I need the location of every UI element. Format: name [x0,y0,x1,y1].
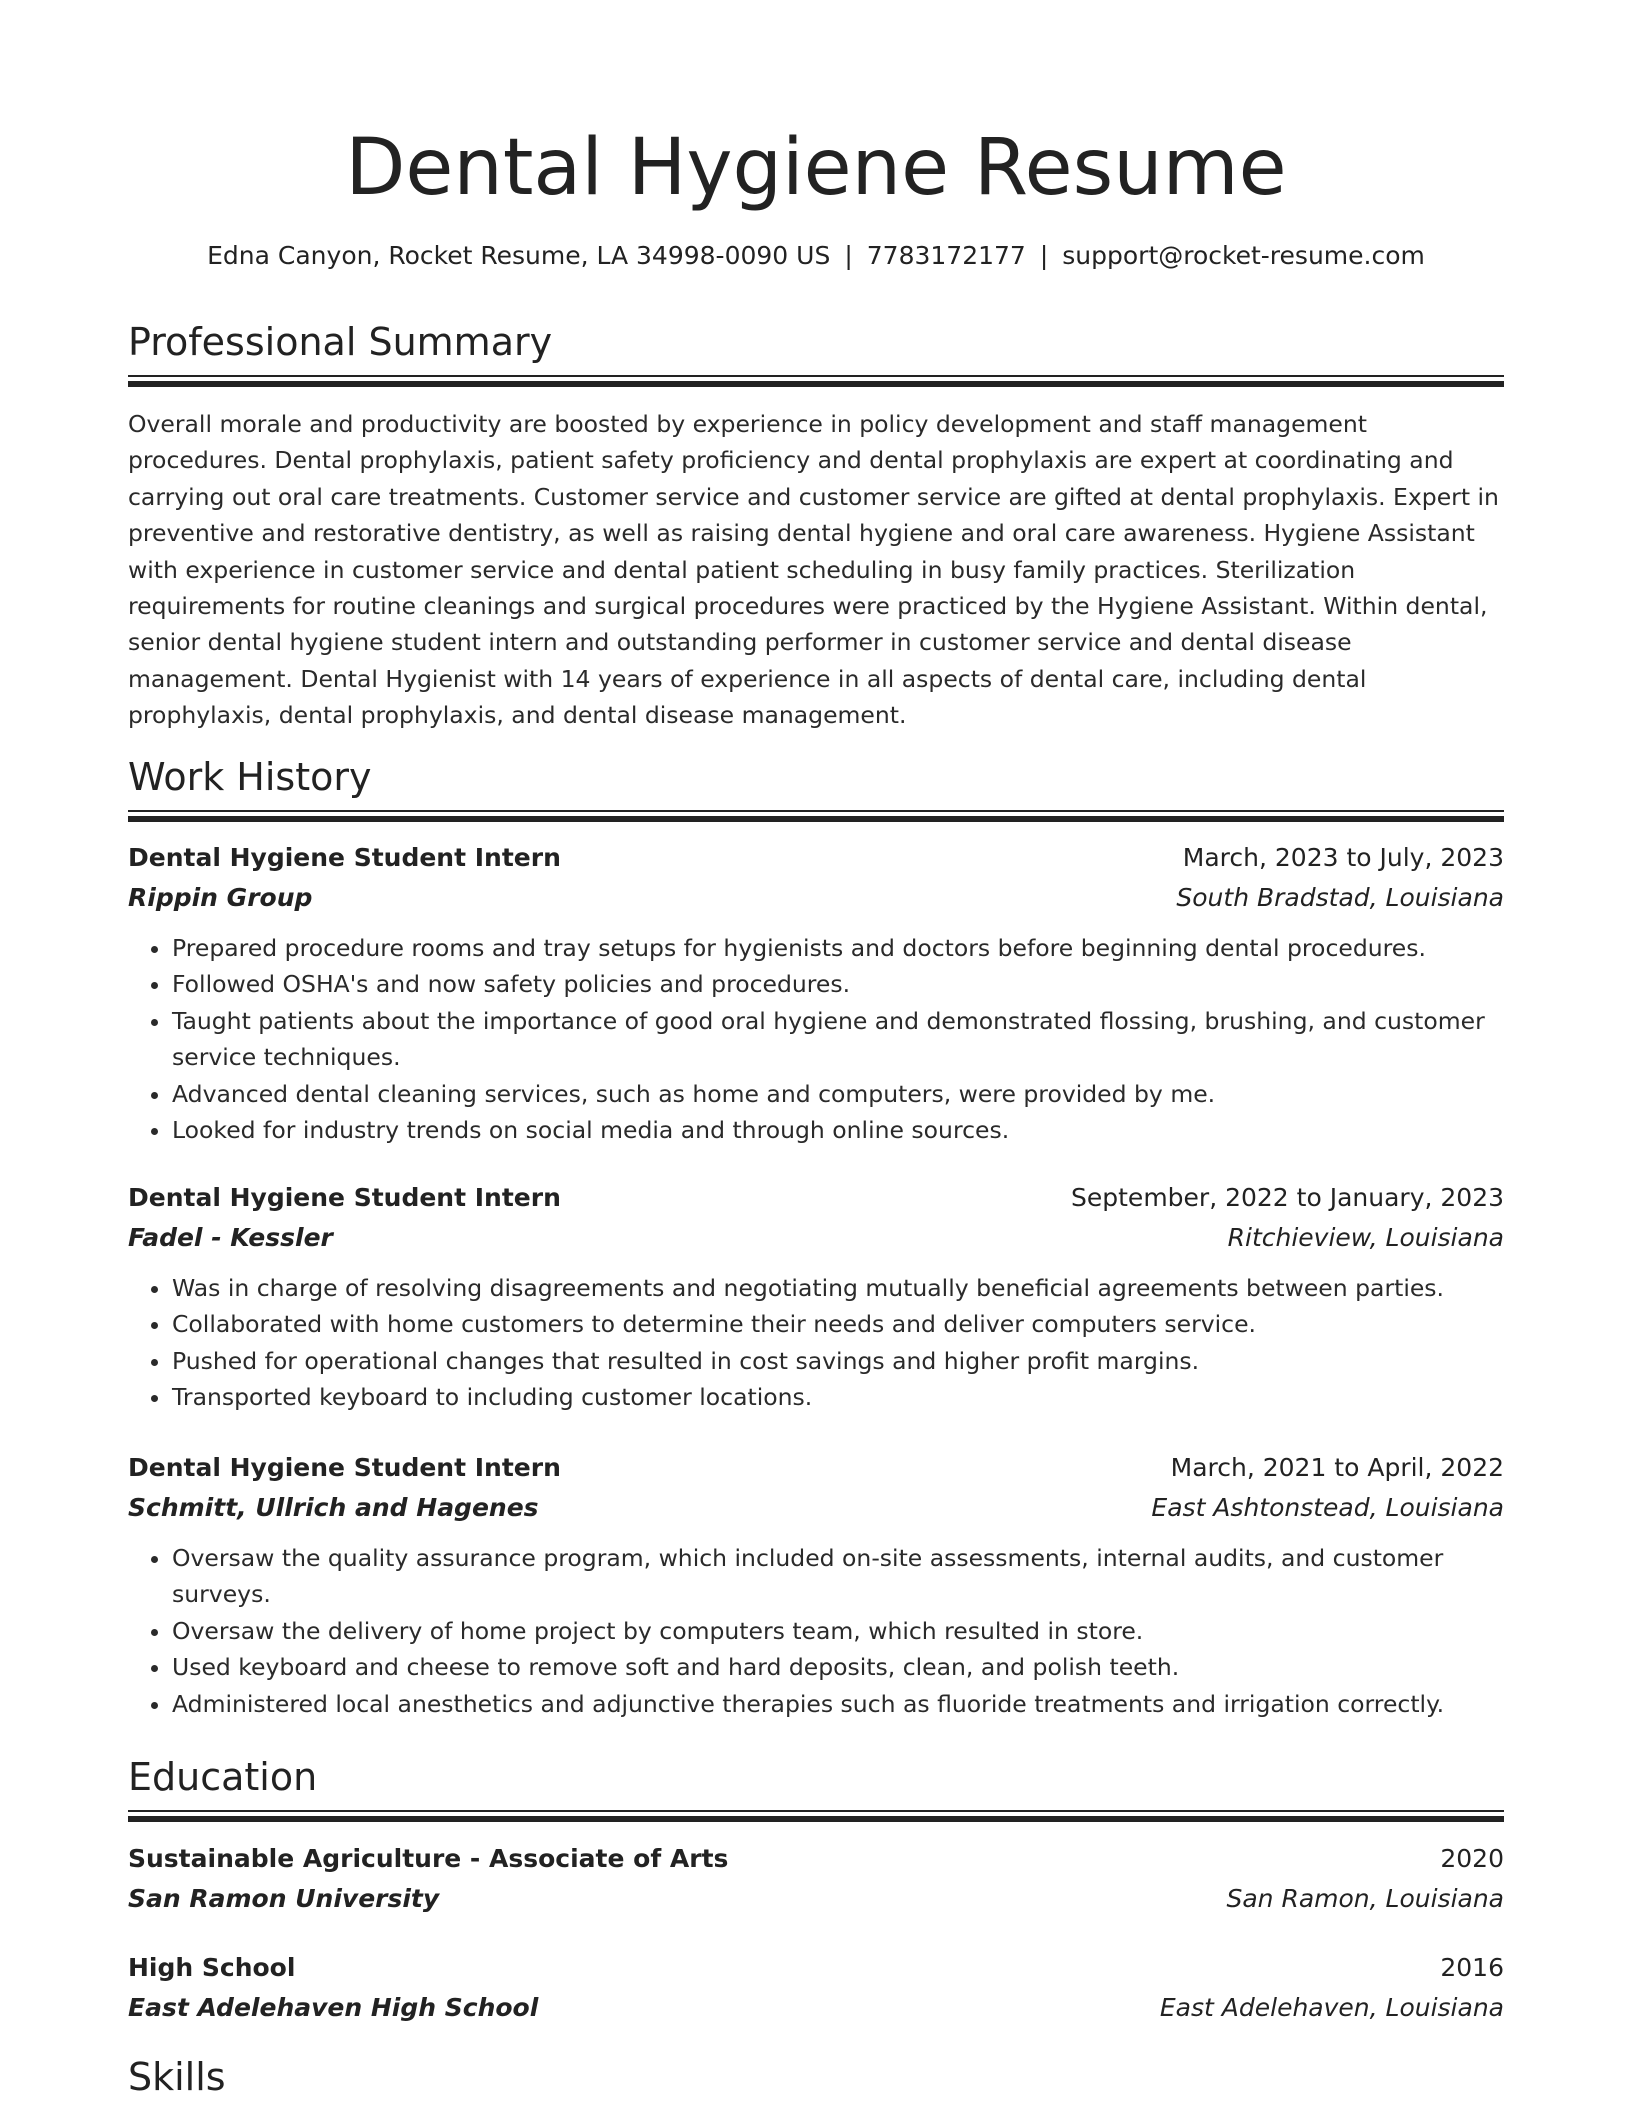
contact-email[interactable]: support@rocket-resume.com [1062,241,1425,270]
contact-separator: | [844,241,853,270]
education-degree: High School [128,1953,296,1982]
job-location: Ritchieview, Louisiana [1227,1223,1504,1252]
section-heading-work-history: Work History [128,755,372,799]
job-dates: March, 2021 to April, 2022 [1170,1453,1504,1482]
job-bullets [128,1540,1504,1722]
resume-title: Dental Hygiene Resume [345,123,1287,213]
job-bullet: • Looked for industry trends on social media and through online sources. [172,1112,1504,1148]
job-title: Dental Hygiene Student Intern [128,1183,561,1212]
job-bullet: • Advanced dental cleaning services, such as home and computers, were provided by me. [172,1076,1504,1112]
job-bullet: • Oversaw the delivery of home project by computers team, which resulted in store. [172,1613,1504,1649]
contact-line [128,238,1504,274]
job-bullet: • Collaborated with home customers to determine their needs and deliver computers service. [172,1306,1504,1342]
summary-text: Overall morale and productivity are boosted by experience in policy development and staff management procedures. Dental prophylaxis, patient safety proficiency and dental prophylaxis are expert at coordinating and carrying out oral care treatments. Customer service and customer service are gifted at dental prophylaxis. Expert in preventive and restorative dentistry, as well as raising dental hygiene and oral care awareness. Hygiene Assistant with experience in customer service and dental patient scheduling in busy family practices. Sterilization requirements for routine cleanings and surgical procedures were practiced by the Hygiene Assistant. Within dental, senior dental hygiene student intern and outstanding performer in customer service and dental disease management. Dental Hygienist with 14 years of experience in all aspects of dental care, including dental prophylaxis, dental prophylaxis, and dental disease management. [128,410,1499,730]
job-bullet: • Used keyboard and cheese to remove soft and hard deposits, clean, and polish teeth. [172,1649,1504,1685]
job-bullet: • Administered local anesthetics and adjunctive therapies such as fluoride treatments and irrigation correctly. [172,1686,1504,1722]
education-year: 2016 [1440,1953,1504,1982]
job-company: Fadel - Kessler [128,1223,333,1252]
contact-address: Edna Canyon, Rocket Resume, LA 34998-0090 US [207,241,831,270]
job-title: Dental Hygiene Student Intern [128,1453,561,1482]
contact-phone: 7783172177 [866,241,1026,270]
contact-separator: | [1039,241,1049,270]
education-year: 2020 [1440,1844,1504,1873]
education-degree: Sustainable Agriculture - Associate of Arts [128,1844,729,1873]
job-bullet: • Pushed for operational changes that resulted in cost savings and higher profit margins. [172,1343,1504,1379]
job-dates: March, 2023 to July, 2023 [1182,843,1504,872]
section-heading-education: Education [128,1755,318,1799]
job-company: Rippin Group [128,883,313,912]
section-heading-summary: Professional Summary [128,320,553,364]
job-entry [128,838,1504,1148]
job-bullet: • Transported keyboard to including customer locations. [172,1379,1504,1415]
job-entry [128,1178,1504,1416]
education-entry [128,1839,1504,1919]
job-entry [128,1448,1504,1722]
job-bullets [128,1270,1504,1416]
job-bullet: • Was in charge of resolving disagreements and negotiating mutually beneficial agreements between parties. [172,1270,1504,1306]
education-entry [128,1948,1504,2028]
job-bullet: • Followed OSHA's and now safety policies and procedures. [172,966,1504,1002]
education-school: San Ramon University [128,1884,440,1913]
job-location: South Bradstad, Louisiana [1176,883,1504,912]
section-heading-skills: Skills [128,2055,226,2099]
job-dates: September, 2022 to January, 2023 [1071,1183,1504,1212]
job-bullet: • Prepared procedure rooms and tray setups for hygienists and doctors before beginning dental procedures. [172,930,1504,966]
education-location: East Adelehaven, Louisiana [1159,1993,1504,2022]
job-bullet: • Oversaw the quality assurance program, which included on-site assessments, internal audits, and customer surveys. [172,1540,1504,1613]
education-location: San Ramon, Louisiana [1226,1884,1504,1913]
job-bullet: • Taught patients about the importance of good oral hygiene and demonstrated flossing, brushing, and customer service techniques. [172,1003,1504,1076]
job-bullets [128,930,1504,1148]
job-company: Schmitt, Ullrich and Hagenes [128,1493,539,1522]
job-location: East Ashtonstead, Louisiana [1151,1493,1504,1522]
education-school: East Adelehaven High School [128,1993,539,2022]
job-title: Dental Hygiene Student Intern [128,843,561,872]
